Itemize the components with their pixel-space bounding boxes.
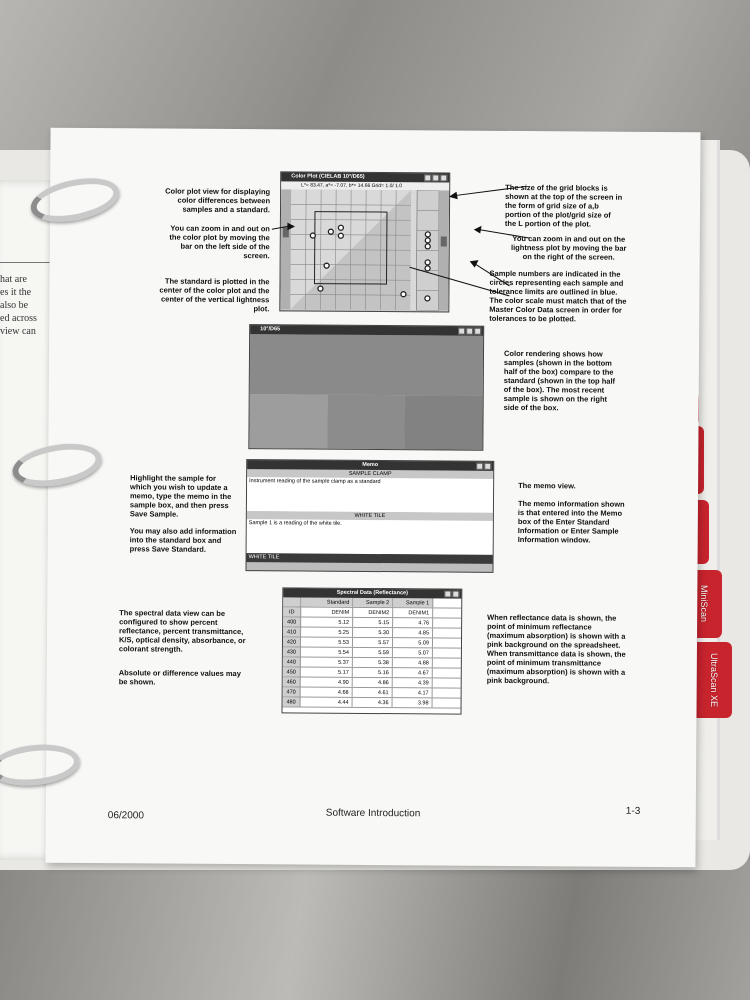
sample-swatches [249,394,482,450]
close-icon[interactable] [440,174,447,181]
table-cell[interactable]: 460 [283,677,301,686]
table-cell[interactable]: DENIM2 [353,608,393,617]
window-buttons [444,591,459,598]
color-plot-title: Color Plot (CIELAB 10°/D65) [291,173,365,180]
table-cell[interactable]: 430 [283,647,301,656]
sample-swatch [249,394,327,449]
note-save-standard: You may also add information into the standard box and press Save Standard. [129,526,237,554]
table-cell[interactable]: 400 [283,617,301,626]
table-cell[interactable]: 4.17 [393,688,433,697]
color-plot-titlebar [281,172,449,182]
table-cell[interactable]: 5.07 [393,648,433,657]
table-cell[interactable]: 5.57 [353,638,393,647]
left-line: es it the [0,287,32,298]
memo-window [245,459,494,573]
memo-titlebar [247,460,493,471]
note-memo-view: The memo view. [518,481,576,491]
maximize-icon[interactable] [466,328,473,335]
footer-title: Software Introduction [325,807,421,820]
left-line: view can [0,326,36,337]
window-buttons [476,463,491,470]
table-cell[interactable]: 5.30 [353,628,393,637]
spectral-table [283,597,462,708]
table-cell[interactable]: DENIM [301,608,353,617]
table-cell[interactable]: 4.76 [393,618,433,627]
table-cell[interactable]: 5.12 [301,618,353,627]
table-cell[interactable]: 4.44 [301,697,353,706]
note-grid-size: The size of the grid blocks is shown at the top of the screen in the form of grid size of a,b portion of the plot/grid size of the L portion of the plot. [504,182,623,229]
table-cell[interactable]: ID [283,607,301,616]
footer-date: 06/2000 [107,810,144,822]
table-cell[interactable]: 5.15 [353,618,393,627]
color-rendering-title: 10°/D65 [260,326,281,333]
note-color-rendering: Color rendering shows how samples (shown in the bottom half of the box) compare to the standard (shown in the top half of the box). The most recent sample is shown on the right side of the box. [503,348,616,413]
table-cell[interactable]: 4.61 [353,688,393,697]
memo-sample-label: SAMPLE CLAMP [247,469,493,479]
table-cell[interactable]: 5.16 [353,668,393,677]
table-cell[interactable]: 5.09 [393,638,433,647]
table-cell[interactable]: 420 [283,637,301,646]
color-rendering-titlebar [250,325,483,336]
maximize-icon[interactable] [452,591,459,598]
table-cell[interactable]: 5.53 [301,638,353,647]
color-plot-readout: L*= 83.47, a*= -7.07, b*= 14.66 Grid= 1.0/ 1.0 [281,181,449,190]
table-cell[interactable]: 440 [283,657,301,666]
note-highlight-sample: Highlight the sample for which you wish to update a memo, type the memo in the sample box, and then press Save Sample. [129,473,232,519]
table-cell[interactable]: Standard [301,598,353,607]
table-cell[interactable]: 450 [283,667,301,676]
table-cell[interactable]: 4.85 [393,628,433,637]
standard-swatch [250,334,483,396]
close-icon[interactable] [474,328,481,335]
minimize-icon[interactable] [424,174,431,181]
note-absolute-difference: Absolute or difference values may be shown. [118,668,241,687]
table-cell[interactable]: Sample 1 [393,598,433,607]
table-cell[interactable]: 410 [283,627,301,636]
table-cell[interactable]: 470 [283,687,301,696]
spectral-titlebar [283,588,461,598]
table-cell[interactable]: 4.86 [353,678,393,687]
note-minimum-reflectance: When reflectance data is shown, the point of minimum reflectance (maximum absorption) is shown with a pink background on the spreadsheet. When transmittance data is shown, the point of minimum transmittance (maximum absorption) is shown with a pink background. [486,612,626,686]
maximize-icon[interactable] [484,463,491,470]
memo-standard-label: WHITE TILE [247,511,493,521]
note-zoom-lightness: You can zoom in and out on the lightness plot by moving the bar on the right of the screen. [510,233,627,262]
table-cell[interactable]: 5.38 [353,658,393,667]
table-cell[interactable]: 5.17 [301,668,353,677]
table-cell[interactable]: DENIM1 [393,608,433,617]
left-line: ed across [0,313,37,324]
table-row [283,697,461,708]
table-cell[interactable]: 4.39 [393,678,433,687]
minimize-icon[interactable] [458,328,465,335]
left-page-rule [0,262,56,263]
sample-swatch [327,395,405,450]
window-buttons [424,174,447,181]
table-cell[interactable]: 3.98 [393,698,433,707]
table-cell[interactable] [283,597,301,606]
table-cell[interactable]: 4.36 [353,698,393,707]
footer-page-number: 1-3 [625,805,641,817]
spectral-title: Spectral Data (Reflectance) [336,589,408,597]
memo-sample-box[interactable]: Instrument reading of the sample clamp as a standard [247,477,493,513]
table-cell[interactable]: 5.59 [353,648,393,657]
table-surface-front [0,860,750,1000]
note-spectral-view: The spectral data view can be configured to show percent reflectance, percent transmittance, K/S, optical density, absorbance, or colorant strength. [118,608,246,654]
sample-swatch [405,395,483,450]
note-memo-information: The memo information shown is that entered into the Memo box of the Enter Standard Information or Enter Sample Information window. [517,499,625,545]
table-cell[interactable]: 5.37 [301,658,353,667]
left-line: hat are [0,274,27,285]
tab-miniscan[interactable]: MiniScan [686,570,722,638]
manual-page [45,128,700,868]
left-line: also be [0,300,29,311]
minimize-icon[interactable] [476,463,483,470]
table-cell[interactable]: 4.67 [393,668,433,677]
memo-status-bar: WHITE TILE [247,553,493,564]
table-cell[interactable]: Sample 2 [353,598,393,607]
tab-ultrascan-xe[interactable]: UltraScan XE [696,642,732,718]
note-color-plot-view: Color plot view for displaying color differences between samples and a standard. [165,186,271,215]
table-cell[interactable]: 5.54 [301,648,353,657]
note-zoom-color-plot: You can zoom in and out on the color plot by moving the bar on the left side of the screen. [169,223,270,261]
note-standard-center: The standard is plotted in the center of the color plot and the center of the vertical lightness plot. [159,276,270,314]
table-cell[interactable]: 4.88 [393,658,433,667]
color-rendering-window [248,324,484,451]
spectral-data-window [281,587,462,714]
table-cell[interactable]: 5.25 [301,628,353,637]
note-sample-numbers: Sample numbers are indicated in the circles representing each sample and tolerance limits are outlined in blue. The color scale must match that of the Master Color Data screen in order for tolerances to be plotted. [489,268,627,324]
memo-standard-box[interactable]: Sample 1 is a reading of the white tile. [247,519,493,555]
table-cell[interactable]: 480 [283,697,301,706]
window-buttons [458,328,481,335]
table-cell[interactable]: 4.90 [301,677,353,686]
maximize-icon[interactable] [432,174,439,181]
minimize-icon[interactable] [444,591,451,598]
memo-title: Memo [362,461,379,469]
table-cell[interactable]: 4.68 [301,687,353,696]
